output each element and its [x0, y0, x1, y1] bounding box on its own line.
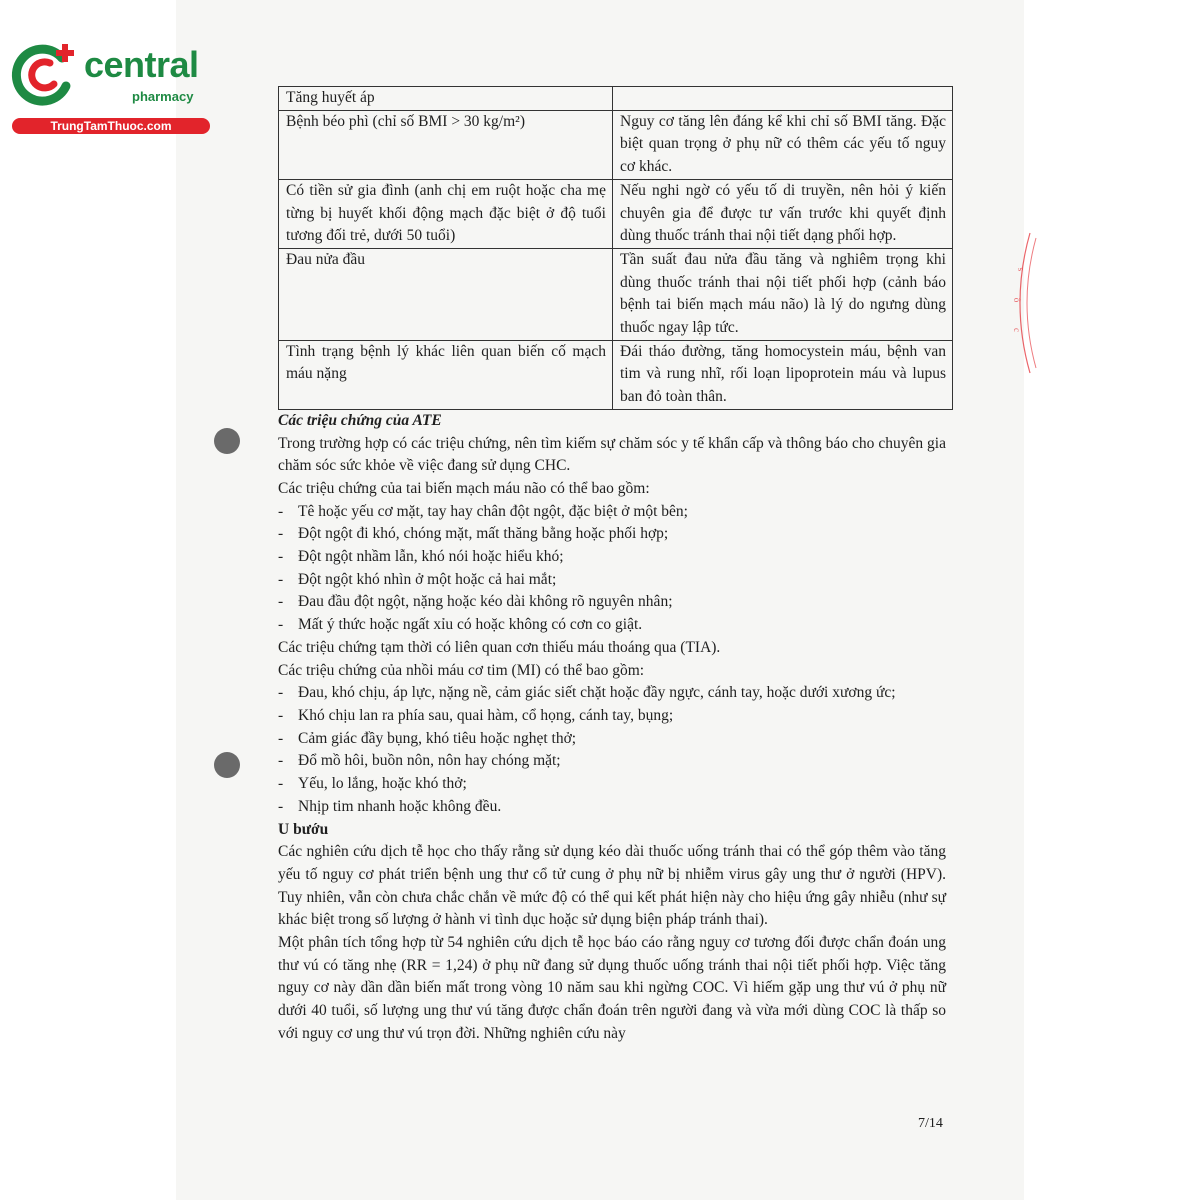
- table-row: [279, 340, 953, 409]
- ate-intro: Trong trường hợp có các triệu chứng, nên tìm kiếm sự chăm sóc y tế khẩn cấp và thông báo cho chuyên gia chăm sóc sức khỏe về việc đang sử dụng CHC.: [278, 434, 946, 475]
- risk-factor-cell: Đau nửa đầu: [279, 248, 613, 340]
- risk-factor-table: [278, 86, 953, 410]
- risk-factor-cell: Có tiền sử gia đình (anh chị em ruột hoặc cha mẹ từng bị huyết khối động mạch đặc biệt ở độ tuổi tương đối trẻ, dưới 50 tuổi): [279, 179, 613, 248]
- svg-text:c: c: [1012, 328, 1022, 332]
- punch-hole: [214, 752, 240, 778]
- tumor-paragraph-1: Các nghiên cứu dịch tễ học cho thấy rằng sử dụng kéo dài thuốc uống tránh thai có thể góp thêm vào tăng yếu tố nguy cơ phát triển bệnh ung thư cổ tử cung ở phụ nữ bị nhiễm virus gây ung thư ở người (HPV). Tuy nhiên, vẫn còn chưa chắc chắn về mức độ có thể qui kết phát hiện này cho hiệu ứng gây nhiễu (như sự khác biệt trong số lượng ở hành vi tình dục hoặc sử dụng biện pháp tránh thai).: [278, 843, 946, 929]
- list-item: - Đau, khó chịu, áp lực, nặng nề, cảm giác siết chặt hoặc đầy ngực, cánh tay, hoặc dưới xương ức;: [278, 682, 946, 705]
- list-item: - Nhịp tim nhanh hoặc không đều.: [278, 796, 946, 819]
- list-item: - Yếu, lo lắng, hoặc khó thở;: [278, 773, 946, 796]
- svg-text:ô: ô: [1012, 297, 1023, 303]
- list-item: - Mất ý thức hoặc ngất xỉu có hoặc không có cơn co giật.: [278, 614, 946, 637]
- page-number: 7/14: [918, 1116, 943, 1131]
- risk-note-cell: Nguy cơ tăng lên đáng kể khi chỉ số BMI tăng. Đặc biệt quan trọng ở phụ nữ có thêm các yếu tố nguy cơ khác.: [613, 110, 953, 179]
- stroke-symptom-list: [278, 501, 946, 637]
- list-item: - Khó chịu lan ra phía sau, quai hàm, cổ họng, cánh tay, bụng;: [278, 705, 946, 728]
- list-item: - Đột ngột nhầm lẫn, khó nói hoặc hiểu khó;: [278, 546, 946, 569]
- list-item: - Đổ mồ hôi, buồn nôn, nôn hay chóng mặt;: [278, 750, 946, 773]
- brand-subtitle: pharmacy: [132, 89, 194, 104]
- table-row: [279, 87, 953, 111]
- table-row: [279, 179, 953, 248]
- list-item: - Đột ngột khó nhìn ở một hoặc cả hai mắt;: [278, 569, 946, 592]
- risk-factor-cell: Bệnh béo phì (chỉ số BMI > 30 kg/m²): [279, 110, 613, 179]
- brand-url: TrungTamThuoc.com: [12, 118, 210, 134]
- table-row: [279, 248, 953, 340]
- mi-intro: Các triệu chứng của nhồi máu cơ tim (MI) có thể bao gồm:: [278, 661, 645, 679]
- risk-factor-cell: Tình trạng bệnh lý khác liên quan biến cố mạch máu nặng: [279, 340, 613, 409]
- svg-text:s: s: [1016, 266, 1027, 272]
- list-item: - Đau đầu đột ngột, nặng hoặc kéo dài không rõ nguyên nhân;: [278, 591, 946, 614]
- ate-heading: Các triệu chứng của ATE: [278, 411, 442, 429]
- central-logo-icon: [10, 36, 85, 111]
- stamp-mark: [1000, 228, 1040, 378]
- risk-note-cell: [613, 87, 953, 111]
- list-item: - Đột ngột đi khó, chóng mặt, mất thăng bằng hoặc phối hợp;: [278, 523, 946, 546]
- list-item: - Cảm giác đầy bụng, khó tiêu hoặc nghẹt thở;: [278, 728, 946, 751]
- tumor-heading: U bướu: [278, 820, 329, 838]
- table-row: [279, 110, 953, 179]
- punch-hole: [214, 428, 240, 454]
- risk-note-cell: Đái tháo đường, tăng homocystein máu, bệnh van tim và rung nhĩ, rối loạn lipoprotein máu và lupus ban đỏ toàn thân.: [613, 340, 953, 409]
- risk-factor-cell: Tăng huyết áp: [279, 87, 613, 111]
- mi-symptom-list: [278, 682, 946, 818]
- risk-note-cell: Nếu nghi ngờ có yếu tố di truyền, nên hỏi ý kiến chuyên gia để được tư vấn trước khi quyết định dùng thuốc tránh thai nội tiết dạng phối hợp.: [613, 179, 953, 248]
- risk-note-cell: Tần suất đau nửa đầu tăng và nghiêm trọng khi dùng thuốc tránh thai nội tiết phối hợp (cảnh báo bệnh tai biến mạch máu não) là lý do ngưng dùng thuốc ngay lập tức.: [613, 248, 953, 340]
- stroke-intro: Các triệu chứng của tai biến mạch máu não có thể bao gồm:: [278, 479, 650, 497]
- tia-note: Các triệu chứng tạm thời có liên quan cơn thiếu máu thoáng qua (TIA).: [278, 638, 721, 656]
- list-item: - Tê hoặc yếu cơ mặt, tay hay chân đột ngột, đặc biệt ở một bên;: [278, 501, 946, 524]
- tumor-paragraph-2: Một phân tích tổng hợp từ 54 nghiên cứu dịch tễ học báo cáo rằng nguy cơ tương đối được chẩn đoán ung thư vú có tăng nhẹ (RR = 1,24) ở phụ nữ đang sử dụng thuốc uống tránh thai nội tiết phối hợp. Việc tăng nguy cơ này dần dần biến mất trong vòng 10 năm sau khi ngừng COC. Vì hiếm gặp ung thư vú ở phụ nữ dưới 40 tuổi, số lượng ung thư vú tăng được chẩn đoán trên người đang và vừa mới dùng COC là thấp so với nguy cơ ung thư vú trọn đời. Những nghiên cứu này: [278, 934, 946, 1042]
- brand-name: central: [84, 44, 199, 85]
- page-content: [278, 86, 946, 1046]
